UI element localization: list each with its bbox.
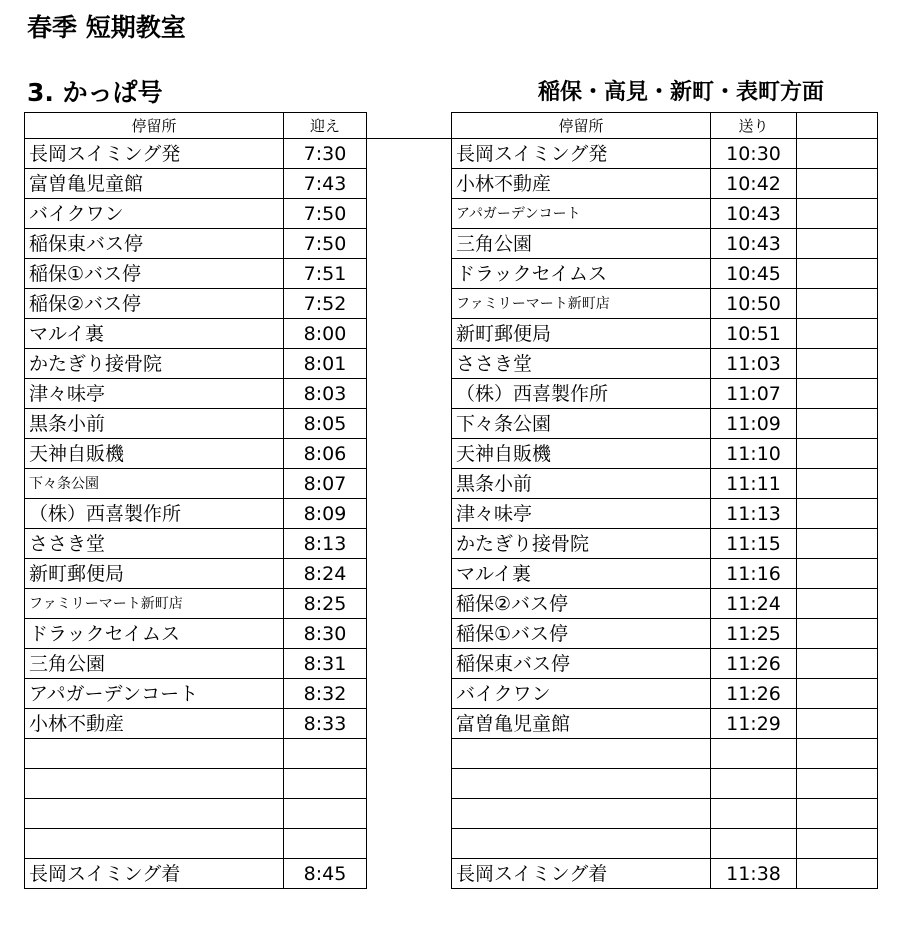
pickup-time-header: 迎え bbox=[284, 113, 367, 139]
document-title: 春季 短期教室 bbox=[27, 13, 186, 42]
pickup-time-cell: 7:52 bbox=[284, 289, 367, 319]
table-row bbox=[25, 259, 878, 289]
table-row bbox=[25, 769, 878, 799]
dropoff-stop-cell: アパガーデンコート bbox=[452, 199, 711, 229]
table-row bbox=[25, 379, 878, 409]
dropoff-stop-cell: 小林不動産 bbox=[452, 169, 711, 199]
column-spacer bbox=[797, 113, 878, 139]
dropoff-time-cell: 11:26 bbox=[711, 679, 797, 709]
dropoff-stop-cell: ささき堂 bbox=[452, 349, 711, 379]
column-spacer bbox=[367, 409, 452, 439]
route-name: 3. かっぱ号 bbox=[27, 78, 163, 107]
column-spacer bbox=[367, 469, 452, 499]
dropoff-time-cell: 10:43 bbox=[711, 229, 797, 259]
pickup-stop-cell bbox=[25, 829, 284, 859]
pickup-time-cell: 8:00 bbox=[284, 319, 367, 349]
pickup-stop-cell: （株）西喜製作所 bbox=[25, 499, 284, 529]
column-spacer bbox=[797, 349, 878, 379]
column-spacer bbox=[797, 169, 878, 199]
table-row bbox=[25, 529, 878, 559]
column-spacer bbox=[367, 319, 452, 349]
table-row bbox=[25, 289, 878, 319]
pickup-stop-cell: 下々条公園 bbox=[25, 469, 284, 499]
dropoff-time-cell: 11:29 bbox=[711, 709, 797, 739]
dropoff-stop-cell: ドラックセイムス bbox=[452, 259, 711, 289]
dropoff-stop-cell: 黒条小前 bbox=[452, 469, 711, 499]
column-spacer bbox=[797, 589, 878, 619]
pickup-stop-cell: かたぎり接骨院 bbox=[25, 349, 284, 379]
column-spacer bbox=[797, 439, 878, 469]
dropoff-time-cell: 11:16 bbox=[711, 559, 797, 589]
column-spacer bbox=[367, 769, 452, 799]
dropoff-stop-cell: 稲保②バス停 bbox=[452, 589, 711, 619]
dropoff-time-cell: 11:38 bbox=[711, 859, 797, 889]
pickup-stop-cell: アパガーデンコート bbox=[25, 679, 284, 709]
dropoff-time-cell: 11:24 bbox=[711, 589, 797, 619]
dropoff-stop-cell: 長岡スイミング発 bbox=[452, 139, 711, 169]
column-spacer bbox=[797, 859, 878, 889]
dropoff-time-cell: 10:30 bbox=[711, 139, 797, 169]
pickup-time-cell: 7:50 bbox=[284, 199, 367, 229]
pickup-time-cell: 8:09 bbox=[284, 499, 367, 529]
pickup-time-cell: 8:01 bbox=[284, 349, 367, 379]
pickup-stop-cell: 小林不動産 bbox=[25, 709, 284, 739]
dropoff-time-cell: 11:07 bbox=[711, 379, 797, 409]
dropoff-stop-cell: マルイ裏 bbox=[452, 559, 711, 589]
pickup-stop-cell: 稲保東バス停 bbox=[25, 229, 284, 259]
table-row bbox=[25, 469, 878, 499]
pickup-stop-cell: 三角公園 bbox=[25, 649, 284, 679]
pickup-time-cell: 7:43 bbox=[284, 169, 367, 199]
column-spacer bbox=[367, 199, 452, 229]
pickup-stop-cell: 稲保①バス停 bbox=[25, 259, 284, 289]
dropoff-stop-cell: かたぎり接骨院 bbox=[452, 529, 711, 559]
column-spacer bbox=[367, 739, 452, 769]
column-spacer bbox=[797, 619, 878, 649]
pickup-time-cell bbox=[284, 769, 367, 799]
column-spacer bbox=[367, 229, 452, 259]
column-spacer bbox=[797, 679, 878, 709]
dropoff-stop-cell: バイクワン bbox=[452, 679, 711, 709]
dropoff-time-cell: 11:09 bbox=[711, 409, 797, 439]
dropoff-stop-cell: 津々味亭 bbox=[452, 499, 711, 529]
dropoff-stop-cell: （株）西喜製作所 bbox=[452, 379, 711, 409]
column-spacer bbox=[367, 679, 452, 709]
column-spacer bbox=[367, 139, 452, 169]
column-spacer bbox=[367, 289, 452, 319]
pickup-stop-cell: 長岡スイミング発 bbox=[25, 139, 284, 169]
pickup-time-cell: 7:30 bbox=[284, 139, 367, 169]
table-row bbox=[25, 439, 878, 469]
pickup-stop-cell: 富曽亀児童館 bbox=[25, 169, 284, 199]
dropoff-stop-cell: 長岡スイミング着 bbox=[452, 859, 711, 889]
pickup-stop-cell: 新町郵便局 bbox=[25, 559, 284, 589]
pickup-stop-cell bbox=[25, 799, 284, 829]
pickup-stop-cell bbox=[25, 769, 284, 799]
column-spacer bbox=[797, 289, 878, 319]
dropoff-stop-cell bbox=[452, 799, 711, 829]
column-spacer bbox=[367, 559, 452, 589]
table-row bbox=[25, 199, 878, 229]
dropoff-time-cell: 11:15 bbox=[711, 529, 797, 559]
table-row bbox=[25, 349, 878, 379]
column-spacer bbox=[367, 529, 452, 559]
table-row bbox=[25, 229, 878, 259]
table-row bbox=[25, 859, 878, 889]
dropoff-time-cell bbox=[711, 799, 797, 829]
dropoff-stop-cell: 新町郵便局 bbox=[452, 319, 711, 349]
column-spacer bbox=[367, 709, 452, 739]
dropoff-time-cell: 11:25 bbox=[711, 619, 797, 649]
dropoff-time-cell: 10:51 bbox=[711, 319, 797, 349]
dropoff-time-cell: 10:45 bbox=[711, 259, 797, 289]
column-spacer bbox=[797, 559, 878, 589]
dropoff-time-cell bbox=[711, 829, 797, 859]
table-row bbox=[25, 499, 878, 529]
pickup-time-cell: 8:05 bbox=[284, 409, 367, 439]
pickup-stop-cell: マルイ裏 bbox=[25, 319, 284, 349]
column-spacer bbox=[797, 469, 878, 499]
column-spacer bbox=[367, 439, 452, 469]
dropoff-time-cell: 11:26 bbox=[711, 649, 797, 679]
column-spacer bbox=[797, 319, 878, 349]
dropoff-time-cell: 10:43 bbox=[711, 199, 797, 229]
timetable-body bbox=[25, 139, 878, 889]
pickup-stop-cell: 稲保②バス停 bbox=[25, 289, 284, 319]
column-spacer bbox=[797, 709, 878, 739]
timetable bbox=[24, 112, 878, 889]
pickup-time-cell: 8:03 bbox=[284, 379, 367, 409]
pickup-time-cell bbox=[284, 799, 367, 829]
table-row bbox=[25, 409, 878, 439]
column-spacer bbox=[797, 229, 878, 259]
pickup-stop-cell: ささき堂 bbox=[25, 529, 284, 559]
column-spacer bbox=[797, 649, 878, 679]
table-row bbox=[25, 589, 878, 619]
pickup-time-cell: 8:32 bbox=[284, 679, 367, 709]
table-row bbox=[25, 319, 878, 349]
dropoff-time-cell: 11:13 bbox=[711, 499, 797, 529]
table-row bbox=[25, 799, 878, 829]
pickup-stop-cell: 長岡スイミング着 bbox=[25, 859, 284, 889]
pickup-time-cell bbox=[284, 829, 367, 859]
pickup-time-cell: 8:13 bbox=[284, 529, 367, 559]
dropoff-time-cell: 11:10 bbox=[711, 439, 797, 469]
pickup-time-cell: 8:33 bbox=[284, 709, 367, 739]
column-spacer bbox=[367, 799, 452, 829]
column-spacer bbox=[797, 139, 878, 169]
dropoff-time-header: 送り bbox=[711, 113, 797, 139]
column-spacer bbox=[797, 379, 878, 409]
pickup-time-cell: 8:07 bbox=[284, 469, 367, 499]
column-spacer bbox=[797, 529, 878, 559]
column-spacer bbox=[797, 259, 878, 289]
dropoff-stop-cell bbox=[452, 829, 711, 859]
column-spacer bbox=[797, 499, 878, 529]
column-spacer bbox=[367, 619, 452, 649]
dropoff-stop-cell: 稲保東バス停 bbox=[452, 649, 711, 679]
column-spacer bbox=[367, 499, 452, 529]
column-spacer bbox=[797, 799, 878, 829]
pickup-time-cell: 8:25 bbox=[284, 589, 367, 619]
table-row bbox=[25, 139, 878, 169]
table-row bbox=[25, 169, 878, 199]
column-spacer bbox=[797, 199, 878, 229]
pickup-stop-cell bbox=[25, 739, 284, 769]
dropoff-stop-cell: ファミリーマート新町店 bbox=[452, 289, 711, 319]
dropoff-stop-cell: 稲保①バス停 bbox=[452, 619, 711, 649]
table-header-row bbox=[25, 113, 878, 139]
pickup-time-cell: 8:06 bbox=[284, 439, 367, 469]
pickup-stop-cell: ファミリーマート新町店 bbox=[25, 589, 284, 619]
column-spacer bbox=[797, 409, 878, 439]
route-direction: 稲保・高見・新町・表町方面 bbox=[537, 80, 824, 105]
dropoff-time-cell: 10:42 bbox=[711, 169, 797, 199]
pickup-time-cell: 7:51 bbox=[284, 259, 367, 289]
column-spacer bbox=[797, 769, 878, 799]
pickup-time-cell: 8:31 bbox=[284, 649, 367, 679]
dropoff-time-cell bbox=[711, 739, 797, 769]
pickup-time-cell: 8:24 bbox=[284, 559, 367, 589]
column-spacer bbox=[367, 589, 452, 619]
column-spacer bbox=[367, 169, 452, 199]
column-spacer bbox=[367, 829, 452, 859]
pickup-time-cell bbox=[284, 739, 367, 769]
pickup-time-cell: 7:50 bbox=[284, 229, 367, 259]
table-row bbox=[25, 679, 878, 709]
dropoff-stop-cell: 下々条公園 bbox=[452, 409, 711, 439]
table-row bbox=[25, 559, 878, 589]
column-spacer bbox=[367, 259, 452, 289]
pickup-stop-cell: 津々味亭 bbox=[25, 379, 284, 409]
table-row bbox=[25, 739, 878, 769]
pickup-stop-cell: 黒条小前 bbox=[25, 409, 284, 439]
dropoff-time-cell: 11:03 bbox=[711, 349, 797, 379]
table-row bbox=[25, 829, 878, 859]
column-spacer bbox=[367, 859, 452, 889]
column-spacer bbox=[367, 113, 452, 139]
pickup-stop-header: 停留所 bbox=[25, 113, 284, 139]
dropoff-time-cell: 11:11 bbox=[711, 469, 797, 499]
dropoff-stop-cell bbox=[452, 769, 711, 799]
pickup-stop-cell: 天神自販機 bbox=[25, 439, 284, 469]
pickup-stop-cell: バイクワン bbox=[25, 199, 284, 229]
dropoff-stop-cell: 天神自販機 bbox=[452, 439, 711, 469]
dropoff-stop-cell: 富曽亀児童館 bbox=[452, 709, 711, 739]
column-spacer bbox=[367, 649, 452, 679]
table-row bbox=[25, 709, 878, 739]
dropoff-stop-cell: 三角公園 bbox=[452, 229, 711, 259]
table-row bbox=[25, 649, 878, 679]
dropoff-time-cell: 10:50 bbox=[711, 289, 797, 319]
column-spacer bbox=[367, 379, 452, 409]
dropoff-time-cell bbox=[711, 769, 797, 799]
dropoff-stop-header: 停留所 bbox=[452, 113, 711, 139]
column-spacer bbox=[367, 349, 452, 379]
column-spacer bbox=[797, 739, 878, 769]
pickup-time-cell: 8:30 bbox=[284, 619, 367, 649]
column-spacer bbox=[797, 829, 878, 859]
table-row bbox=[25, 619, 878, 649]
pickup-stop-cell: ドラックセイムス bbox=[25, 619, 284, 649]
dropoff-stop-cell bbox=[452, 739, 711, 769]
pickup-time-cell: 8:45 bbox=[284, 859, 367, 889]
